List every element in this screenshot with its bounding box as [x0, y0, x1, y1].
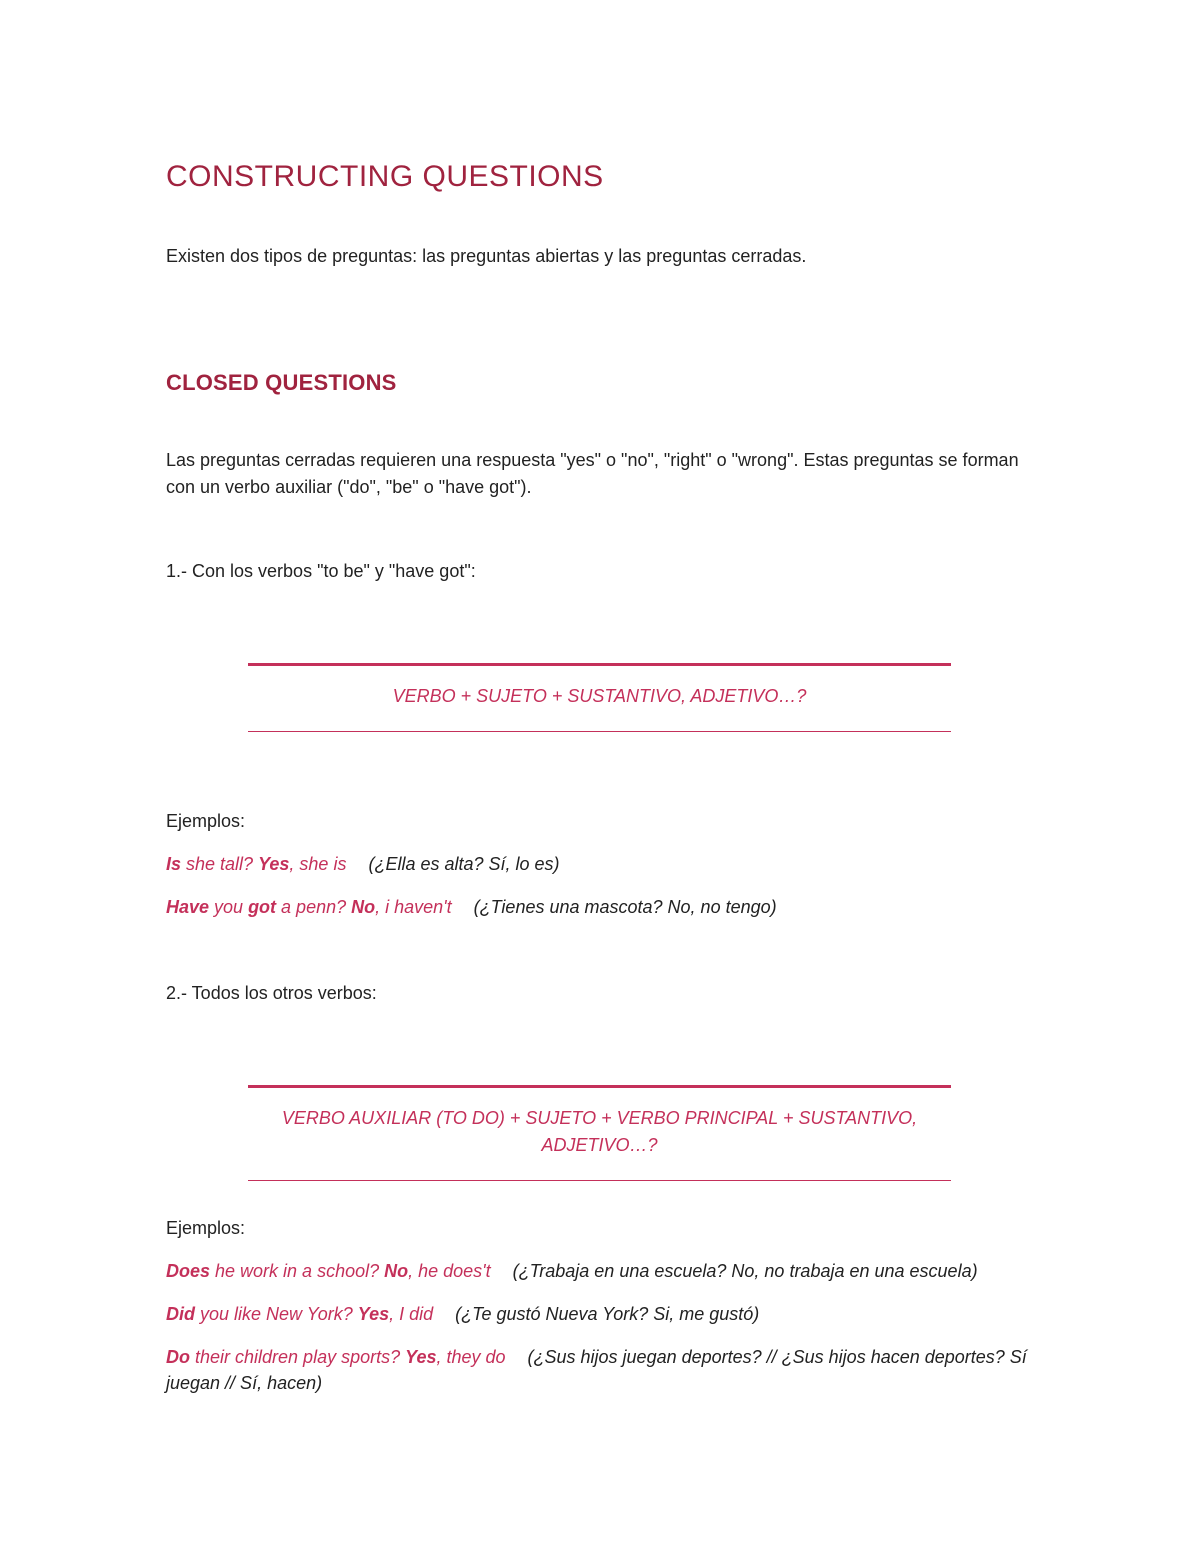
example-2-1: [166, 1258, 978, 1284]
example-text: , they do: [436, 1347, 506, 1367]
example-text: , i haven't: [375, 897, 452, 917]
example-2-3: [166, 1344, 1046, 1396]
example-text: , I did: [389, 1304, 434, 1324]
formula2-line1: VERBO AUXILIAR (TO DO) + SUJETO + VERBO PRINCIPAL + SUSTANTIVO,: [281, 1108, 918, 1128]
example-keyword: Did: [166, 1304, 195, 1324]
example-text: , she is: [289, 854, 347, 874]
example-keyword: Have: [166, 897, 210, 917]
example-keyword: Is: [166, 854, 182, 874]
example-keyword: Do: [166, 1347, 190, 1367]
example-keyword: got: [248, 897, 277, 917]
example-keyword: No: [384, 1261, 409, 1281]
example-text: their children play sports?: [190, 1347, 406, 1367]
example-text: , he does't: [408, 1261, 491, 1281]
examples-label-1: Ejemplos:: [166, 811, 246, 831]
item2-heading: 2.- Todos los otros verbos:: [166, 983, 377, 1003]
example-text: a penn?: [276, 897, 352, 917]
formula2-top-rule: [248, 1085, 951, 1088]
section-title: CLOSED QUESTIONS: [166, 370, 397, 395]
page-title: CONSTRUCTING QUESTIONS: [166, 160, 604, 193]
formula1-top-rule: [248, 663, 951, 666]
example-keyword: Yes: [357, 1304, 390, 1324]
example-1-2: [166, 894, 777, 920]
example-text: he work in a school?: [210, 1261, 385, 1281]
formula2-text: [248, 1105, 951, 1159]
formula2-line2: ADJETIVO…?: [541, 1135, 658, 1155]
section-paragraph: Las preguntas cerradas requieren una respuesta "yes" o "no", "right" o "wrong". Estas preguntas se forman con un verbo auxiliar ("do", "be" o "have got").: [166, 450, 1019, 497]
example-text: you like New York?: [195, 1304, 358, 1324]
example-translation: (¿Ella es alta? Sí, lo es): [368, 854, 560, 874]
formula2-bottom-rule: [248, 1180, 951, 1181]
example-keyword: No: [351, 897, 376, 917]
example-translation: (¿Sus hijos juegan deportes? // ¿Sus hijos hacen deportes? Sí juegan // Sí, hacen): [166, 1347, 1027, 1393]
item1-heading: 1.- Con los verbos "to be" y "have got":: [166, 561, 476, 581]
intro-paragraph: Existen dos tipos de preguntas: las preguntas abiertas y las preguntas cerradas.: [166, 246, 807, 266]
example-keyword: Yes: [258, 854, 290, 874]
formula1-bottom-rule: [248, 731, 951, 732]
formula1-text: VERBO + SUJETO + SUSTANTIVO, ADJETIVO…?: [392, 686, 807, 706]
example-1-1: [166, 851, 560, 877]
example-keyword: Does: [166, 1261, 211, 1281]
example-text: she tall?: [181, 854, 259, 874]
example-translation: (¿Te gustó Nueva York? Si, me gustó): [455, 1304, 760, 1324]
example-text: you: [209, 897, 249, 917]
example-keyword: Yes: [405, 1347, 437, 1367]
example-2-2: [166, 1301, 759, 1327]
example-translation: (¿Tienes una mascota? No, no tengo): [473, 897, 777, 917]
example-translation: (¿Trabaja en una escuela? No, no trabaja en una escuela): [512, 1261, 978, 1281]
examples-label-2: Ejemplos:: [166, 1218, 246, 1238]
